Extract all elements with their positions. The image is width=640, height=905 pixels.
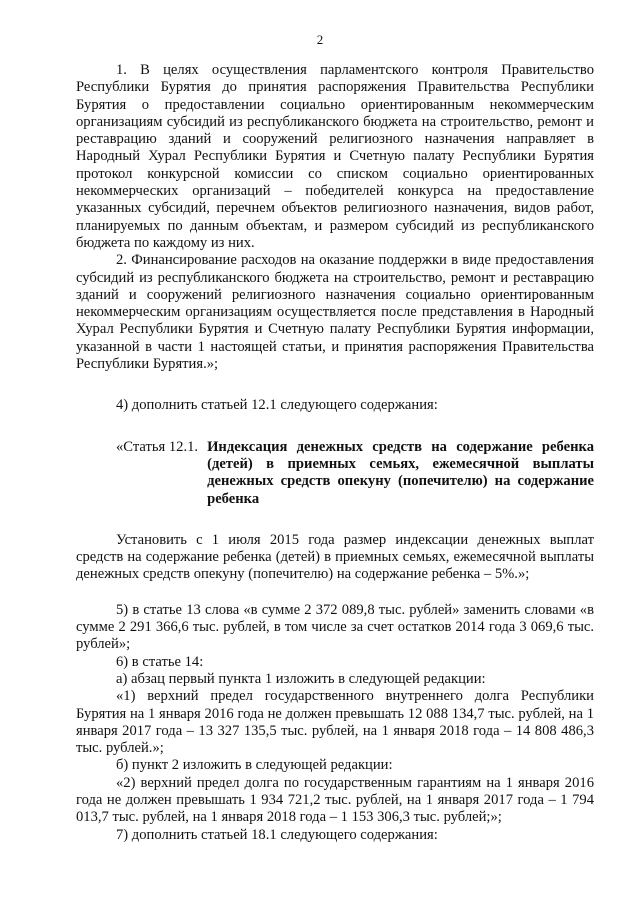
spacer (76, 508, 594, 532)
paragraph-subitem-a: а) абзац первый пункта 1 изложить в следующей редакции: (116, 670, 486, 687)
document-body (76, 62, 594, 844)
paragraph-subitem-b: б) пункт 2 изложить в следующей редакции: (116, 757, 393, 774)
paragraph-part-1: 1. В целях осуществления парламентского контроля Правительство Республики Бурятия до принятия распоряжения Правительства Республики Бурятия о предоставлении социально ориентированным некоммерческим организациям субсидий из республиканского бюджета на строительство, ремонт и реставрацию зданий и сооружений религиозного назначения направляет в Народный Хурал Республики Бурятия и Счетную палату Республики Бурятия протокол конкурсной комиссии со списком социально ориентированных некоммерческих организаций – победителей конкурса на предоставление указанных субсидий, перечнем объектов религиозного назначения, видов работ, планируемых по данным объектам, и размером субсидий из республиканского бюджета по каждому из них. (76, 62, 594, 251)
spacer (76, 584, 594, 602)
spacer (76, 415, 594, 439)
paragraph-part-2: 2. Финансирование расходов на оказание поддержки в виде предоставления субсидий из республиканского бюджета на строительство, ремонт и реставрацию зданий и сооружений религиозного назначения социально ориентированным некоммерческим организациям осуществляется после представления в Народный Хурал Республики Бурятия и Счетную палату Республики Бурятия информации, указанной в части 1 настоящей статьи, и принятия распоряжения Правительства Республики Бурятия.»; (76, 252, 594, 373)
paragraph-indexation: Установить с 1 июля 2015 года размер индексации денежных выплат средств на содержание ребенка (детей) в приемных семьях, ежемесячной выплаты денежных средств опекуну (попечителю) на содержание ребенка – 5%.»; (76, 531, 594, 583)
article-heading (76, 439, 594, 508)
paragraph-guarantee-limit: «2) верхний предел долга по государственным гарантиям на 1 января 2016 года не должен превышать 1 934 721,2 тыс. рублей, на 1 января 2017 года – 1 794 013,7 тыс. рублей, на 1 января 2018 года – 1 153 306,3 тыс. рублей;»; (76, 774, 594, 826)
page-number: 2 (316, 32, 324, 47)
spacer (76, 373, 594, 397)
paragraph-item-7: 7) дополнить статьей 18.1 следующего содержания: (116, 826, 438, 843)
paragraph-debt-limit: «1) верхний предел государственного внутреннего долга Республики Бурятия на 1 января 2016 года не должен превышать 12 088 134,7 тыс. рублей, на 1 января 2017 года – 13 327 135,5 тыс. рублей, на 1 января 2018 года – 14 808 486,3 тыс. рублей.»; (76, 688, 594, 757)
paragraph-item-5: 5) в статье 13 слова «в сумме 2 372 089,8 тыс. рублей» заменить словами «в сумме 2 291 366,6 тыс. рублей, в том числе за счет остатков 2014 года 3 069,6 тыс. рублей»; (76, 601, 594, 653)
article-number: «Статья 12.1. (116, 438, 199, 455)
paragraph-item-6: 6) в статье 14: (116, 653, 204, 670)
article-title: Индексация денежных средств на содержание ребенка (детей) в приемных семьях, ежемесячной выплаты денежных средств опекуну (попечителю) на содержание ребенка (207, 438, 594, 507)
paragraph-item-4: 4) дополнить статьей 12.1 следующего содержания: (116, 397, 438, 414)
